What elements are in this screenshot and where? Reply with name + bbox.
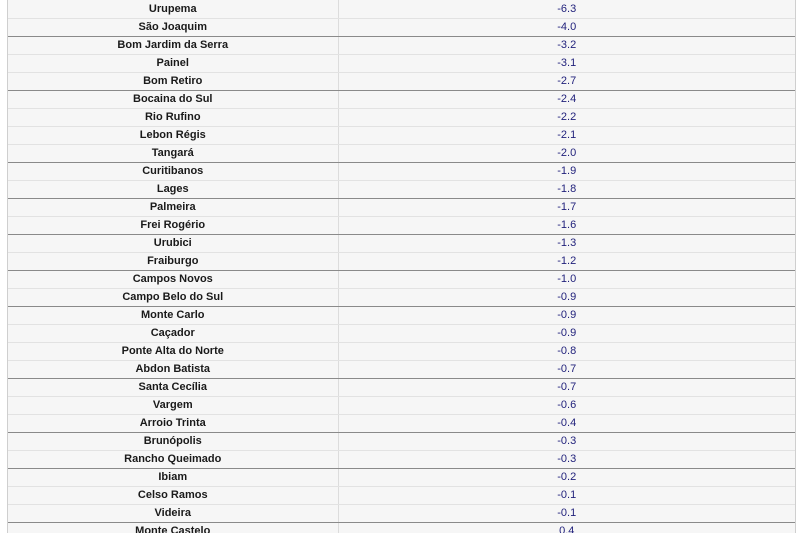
table-row — [8, 486, 795, 504]
temperature-value-cell: -0.7 — [338, 360, 795, 378]
table-row — [8, 306, 795, 324]
table-row — [8, 108, 795, 126]
table-row — [8, 234, 795, 252]
table-row — [8, 342, 795, 360]
table-row — [8, 198, 795, 216]
temperature-value-cell: -2.4 — [338, 90, 795, 108]
table-row — [8, 468, 795, 486]
city-name-cell: Bocaina do Sul — [8, 90, 338, 108]
city-name-cell: Caçador — [8, 324, 338, 342]
temperature-value-cell: -2.7 — [338, 72, 795, 90]
city-name-cell: Arroio Trinta — [8, 414, 338, 432]
temperature-value-cell: -1.0 — [338, 270, 795, 288]
table-row — [8, 414, 795, 432]
table-row — [8, 18, 795, 36]
city-name-cell: Brunópolis — [8, 432, 338, 450]
city-name-cell: São Joaquim — [8, 18, 338, 36]
table-row — [8, 252, 795, 270]
temperature-value-cell: -0.9 — [338, 306, 795, 324]
temperature-value-cell: -0.6 — [338, 396, 795, 414]
city-name-cell: Vargem — [8, 396, 338, 414]
table-body — [8, 0, 795, 533]
temperature-value-cell: -3.1 — [338, 54, 795, 72]
table-row — [8, 288, 795, 306]
city-name-cell: Bom Retiro — [8, 72, 338, 90]
table-row — [8, 396, 795, 414]
city-name-cell: Ponte Alta do Norte — [8, 342, 338, 360]
city-name-cell: Santa Cecília — [8, 378, 338, 396]
city-name-cell: Rancho Queimado — [8, 450, 338, 468]
city-name-cell: Videira — [8, 504, 338, 522]
table-row — [8, 72, 795, 90]
table-row — [8, 216, 795, 234]
city-name-cell: Campos Novos — [8, 270, 338, 288]
temperature-value-cell: -0.9 — [338, 288, 795, 306]
city-name-cell: Campo Belo do Sul — [8, 288, 338, 306]
table-row — [8, 450, 795, 468]
temperature-value-cell: 0.4 — [338, 522, 795, 533]
temperature-value-cell: -0.1 — [338, 504, 795, 522]
table-row — [8, 162, 795, 180]
city-name-cell: Frei Rogério — [8, 216, 338, 234]
table-row — [8, 270, 795, 288]
city-name-cell: Urubici — [8, 234, 338, 252]
city-name-cell: Urupema — [8, 0, 338, 18]
temperature-value-cell: -0.8 — [338, 342, 795, 360]
table-row — [8, 126, 795, 144]
temperature-value-cell: -1.2 — [338, 252, 795, 270]
table-row — [8, 522, 795, 533]
temperature-value-cell: -1.6 — [338, 216, 795, 234]
temperature-value-cell: -0.3 — [338, 432, 795, 450]
table-row — [8, 54, 795, 72]
city-name-cell: Tangará — [8, 144, 338, 162]
city-name-cell: Celso Ramos — [8, 486, 338, 504]
temperature-value-cell: -0.4 — [338, 414, 795, 432]
table-row — [8, 180, 795, 198]
temperature-table-container — [7, 0, 796, 533]
temperature-value-cell: -2.2 — [338, 108, 795, 126]
temperature-value-cell: -2.0 — [338, 144, 795, 162]
city-name-cell: Painel — [8, 54, 338, 72]
temperature-table — [8, 0, 795, 533]
table-row — [8, 0, 795, 18]
table-row — [8, 324, 795, 342]
table-row — [8, 378, 795, 396]
city-name-cell: Fraiburgo — [8, 252, 338, 270]
table-row — [8, 504, 795, 522]
city-name-cell: Lebon Régis — [8, 126, 338, 144]
city-name-cell: Palmeira — [8, 198, 338, 216]
city-name-cell: Lages — [8, 180, 338, 198]
city-name-cell: Abdon Batista — [8, 360, 338, 378]
table-row — [8, 360, 795, 378]
city-name-cell: Curitibanos — [8, 162, 338, 180]
temperature-value-cell: -0.1 — [338, 486, 795, 504]
table-row — [8, 432, 795, 450]
city-name-cell: Ibiam — [8, 468, 338, 486]
temperature-value-cell: -6.3 — [338, 0, 795, 18]
table-row — [8, 36, 795, 54]
temperature-value-cell: -2.1 — [338, 126, 795, 144]
city-name-cell: Monte Castelo — [8, 522, 338, 533]
temperature-value-cell: -1.9 — [338, 162, 795, 180]
city-name-cell: Rio Rufino — [8, 108, 338, 126]
temperature-value-cell: -1.3 — [338, 234, 795, 252]
table-row — [8, 90, 795, 108]
temperature-value-cell: -4.0 — [338, 18, 795, 36]
city-name-cell: Monte Carlo — [8, 306, 338, 324]
temperature-value-cell: -0.2 — [338, 468, 795, 486]
temperature-value-cell: -3.2 — [338, 36, 795, 54]
city-name-cell: Bom Jardim da Serra — [8, 36, 338, 54]
temperature-value-cell: -0.9 — [338, 324, 795, 342]
table-row — [8, 144, 795, 162]
temperature-value-cell: -0.7 — [338, 378, 795, 396]
temperature-value-cell: -1.8 — [338, 180, 795, 198]
temperature-value-cell: -1.7 — [338, 198, 795, 216]
temperature-value-cell: -0.3 — [338, 450, 795, 468]
